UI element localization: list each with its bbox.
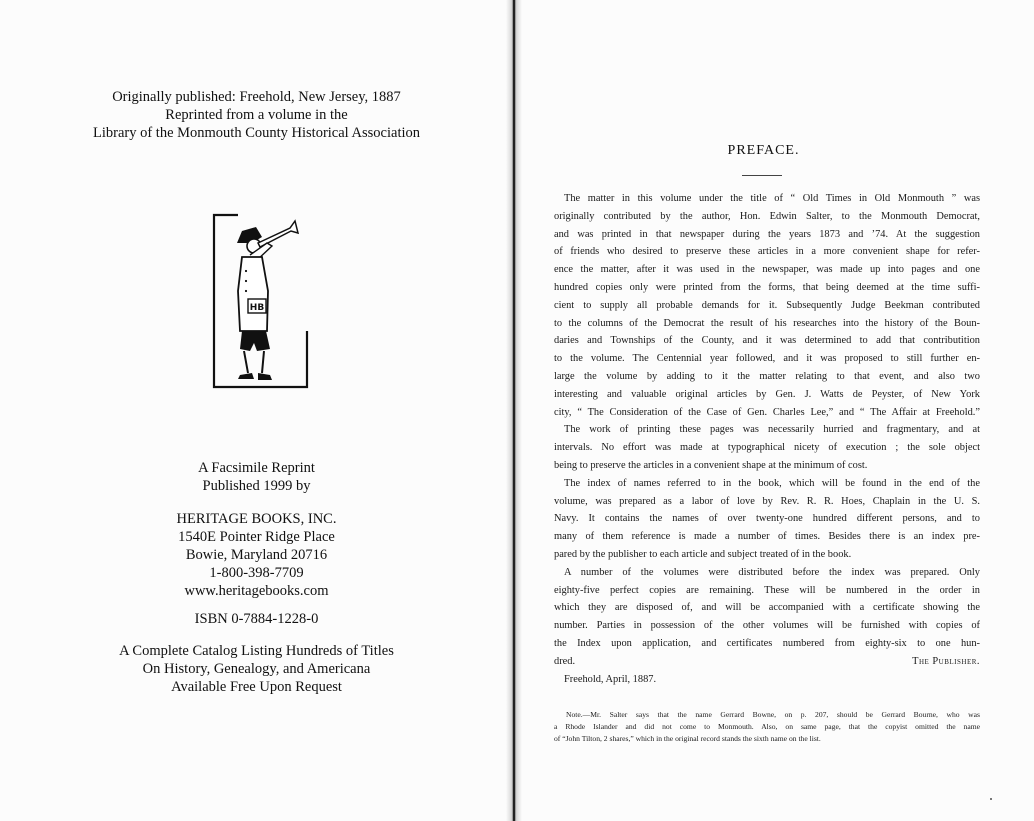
publisher-line: HERITAGE BOOKS, INC. bbox=[176, 511, 337, 527]
body-line: eighty-five perfect copies are remaining. These will be numbered in the order in bbox=[554, 584, 980, 596]
body-line: pared by the publisher to each article and subject treated of in the book. bbox=[554, 548, 852, 560]
body-line: large the volume by adding to it the matter relating to that event, and also two bbox=[554, 370, 980, 382]
body-line: and was printed in that newspaper during the years 1873 and ’74. At the suggestion bbox=[554, 228, 980, 240]
body-line: cient to supply all probable demands for it. Subsequently Judge Beekman contributed bbox=[554, 299, 980, 311]
body-line: being to preserve the articles in a convenient shape at the minimum of cost. bbox=[554, 459, 868, 471]
isbn bbox=[40, 610, 473, 628]
dateline: Freehold, April, 1887. bbox=[564, 673, 657, 685]
body-line: to the volume. The Centennial year followed, and it was proposed to still further en- bbox=[554, 353, 980, 365]
body-line: of friends who desired to preserve these articles in a more convenient shape for refer- bbox=[554, 246, 980, 258]
publisher-website: www.heritagebooks.com bbox=[184, 583, 329, 599]
body-line: The index of names referred to in the book, which will be found in the end of the bbox=[564, 477, 980, 489]
note-line: of “John Tilton, 2 shares,” which in the original record stands the sixth name on the list. bbox=[554, 734, 821, 743]
body-line: volume, was prepared as a labor of love by Rev. R. R. Hoes, Chaplain in the U. S. bbox=[554, 495, 980, 507]
body-line: many of them reference is made a number of times. Besides there is an index pre- bbox=[554, 531, 980, 543]
catalog-notice bbox=[40, 642, 473, 696]
body-line: Navy. It contains the names of over twenty-one hundred different persons, and to bbox=[554, 513, 980, 525]
body-line: the Index upon application, and certificates numbered from eighty-six to one hun- bbox=[554, 637, 980, 649]
facsimile-notice bbox=[40, 459, 473, 495]
body-line: which they are disposed of, and will be accompanied with a certificate showing the bbox=[554, 602, 980, 614]
catalog-line: On History, Genealogy, and Americana bbox=[142, 661, 371, 677]
signature-row bbox=[554, 653, 980, 671]
page-title: PREFACE. bbox=[727, 143, 800, 158]
body-line: interesting and valuable original articles by Gen. J. Watts de Peyster, of New York bbox=[554, 388, 980, 400]
publisher-line: 1-800-398-7709 bbox=[209, 565, 304, 581]
body-line: intervals. No effort was made at typographical nicety of execution ; the sole object bbox=[554, 442, 980, 454]
note-line: Note.—Mr. Salter says that the name Gerrard Bowne, on p. 207, should be Gerrard Bourne, who was bbox=[566, 710, 980, 719]
body-line: number. Parties in possession of the other volumes will be furnished with copies of bbox=[554, 620, 980, 632]
logo-monogram: HB bbox=[249, 303, 265, 313]
signature: The Publisher. bbox=[912, 655, 980, 667]
bugler-logo-icon bbox=[212, 213, 309, 389]
origin-line: Originally published: Freehold, New Jersey, 1887 bbox=[112, 89, 401, 105]
body-line: daries and Townships of the County, and it was determined to add that contributition bbox=[554, 335, 980, 347]
publisher-line: Bowie, Maryland 20716 bbox=[185, 547, 328, 563]
gutter-shadow bbox=[513, 0, 515, 821]
body-line: originally contributed by the author, Hon. Edwin Salter, to the Monmouth Democrat, bbox=[554, 210, 980, 222]
title-rule bbox=[742, 175, 782, 176]
preface-body bbox=[554, 190, 980, 688]
isbn-text: ISBN 0-7884-1228-0 bbox=[194, 611, 319, 627]
publisher-line: 1540E Pointer Ridge Place bbox=[178, 529, 335, 545]
body-line: A number of the volumes were distributed before the index was prepared. Only bbox=[564, 566, 980, 578]
catalog-line: Available Free Upon Request bbox=[171, 679, 342, 695]
body-line: The matter in this volume under the title of “ Old Times in Old Monmouth ” was bbox=[564, 193, 980, 204]
paper-speck bbox=[990, 798, 992, 800]
reprint-line: A Facsimile Reprint bbox=[198, 460, 315, 476]
catalog-line: A Complete Catalog Listing Hundreds of Titles bbox=[119, 643, 394, 659]
body-line: to the columns of the Democrat the result of his researches into the history of the Boun- bbox=[554, 317, 980, 329]
body-line: hundred copies only were printed from the forms, that being deemed at the time suffi- bbox=[554, 281, 980, 293]
original-publication-info bbox=[40, 88, 473, 142]
body-line: city, “ The Consideration of the Case of Gen. Charles Lee,” and “ The Affair at Freehold.” bbox=[554, 406, 980, 418]
body-line: ence the matter, after it was used in the newspaper, was made up into pages and one bbox=[554, 264, 980, 276]
body-line: The work of printing these pages was necessarily hurried and fragmentary, and at bbox=[564, 424, 980, 436]
footnote bbox=[554, 709, 980, 745]
note-line: a Rhode Islander and did not come to Monmouth. Also, on same page, that the copyist omitted the name bbox=[554, 722, 980, 731]
reprint-line: Published 1999 by bbox=[202, 478, 311, 494]
publisher-address bbox=[40, 510, 473, 600]
body-line-last: dred. bbox=[554, 655, 576, 667]
origin-line: Reprinted from a volume in the bbox=[165, 107, 348, 123]
origin-line: Library of the Monmouth County Historical Association bbox=[92, 125, 420, 141]
